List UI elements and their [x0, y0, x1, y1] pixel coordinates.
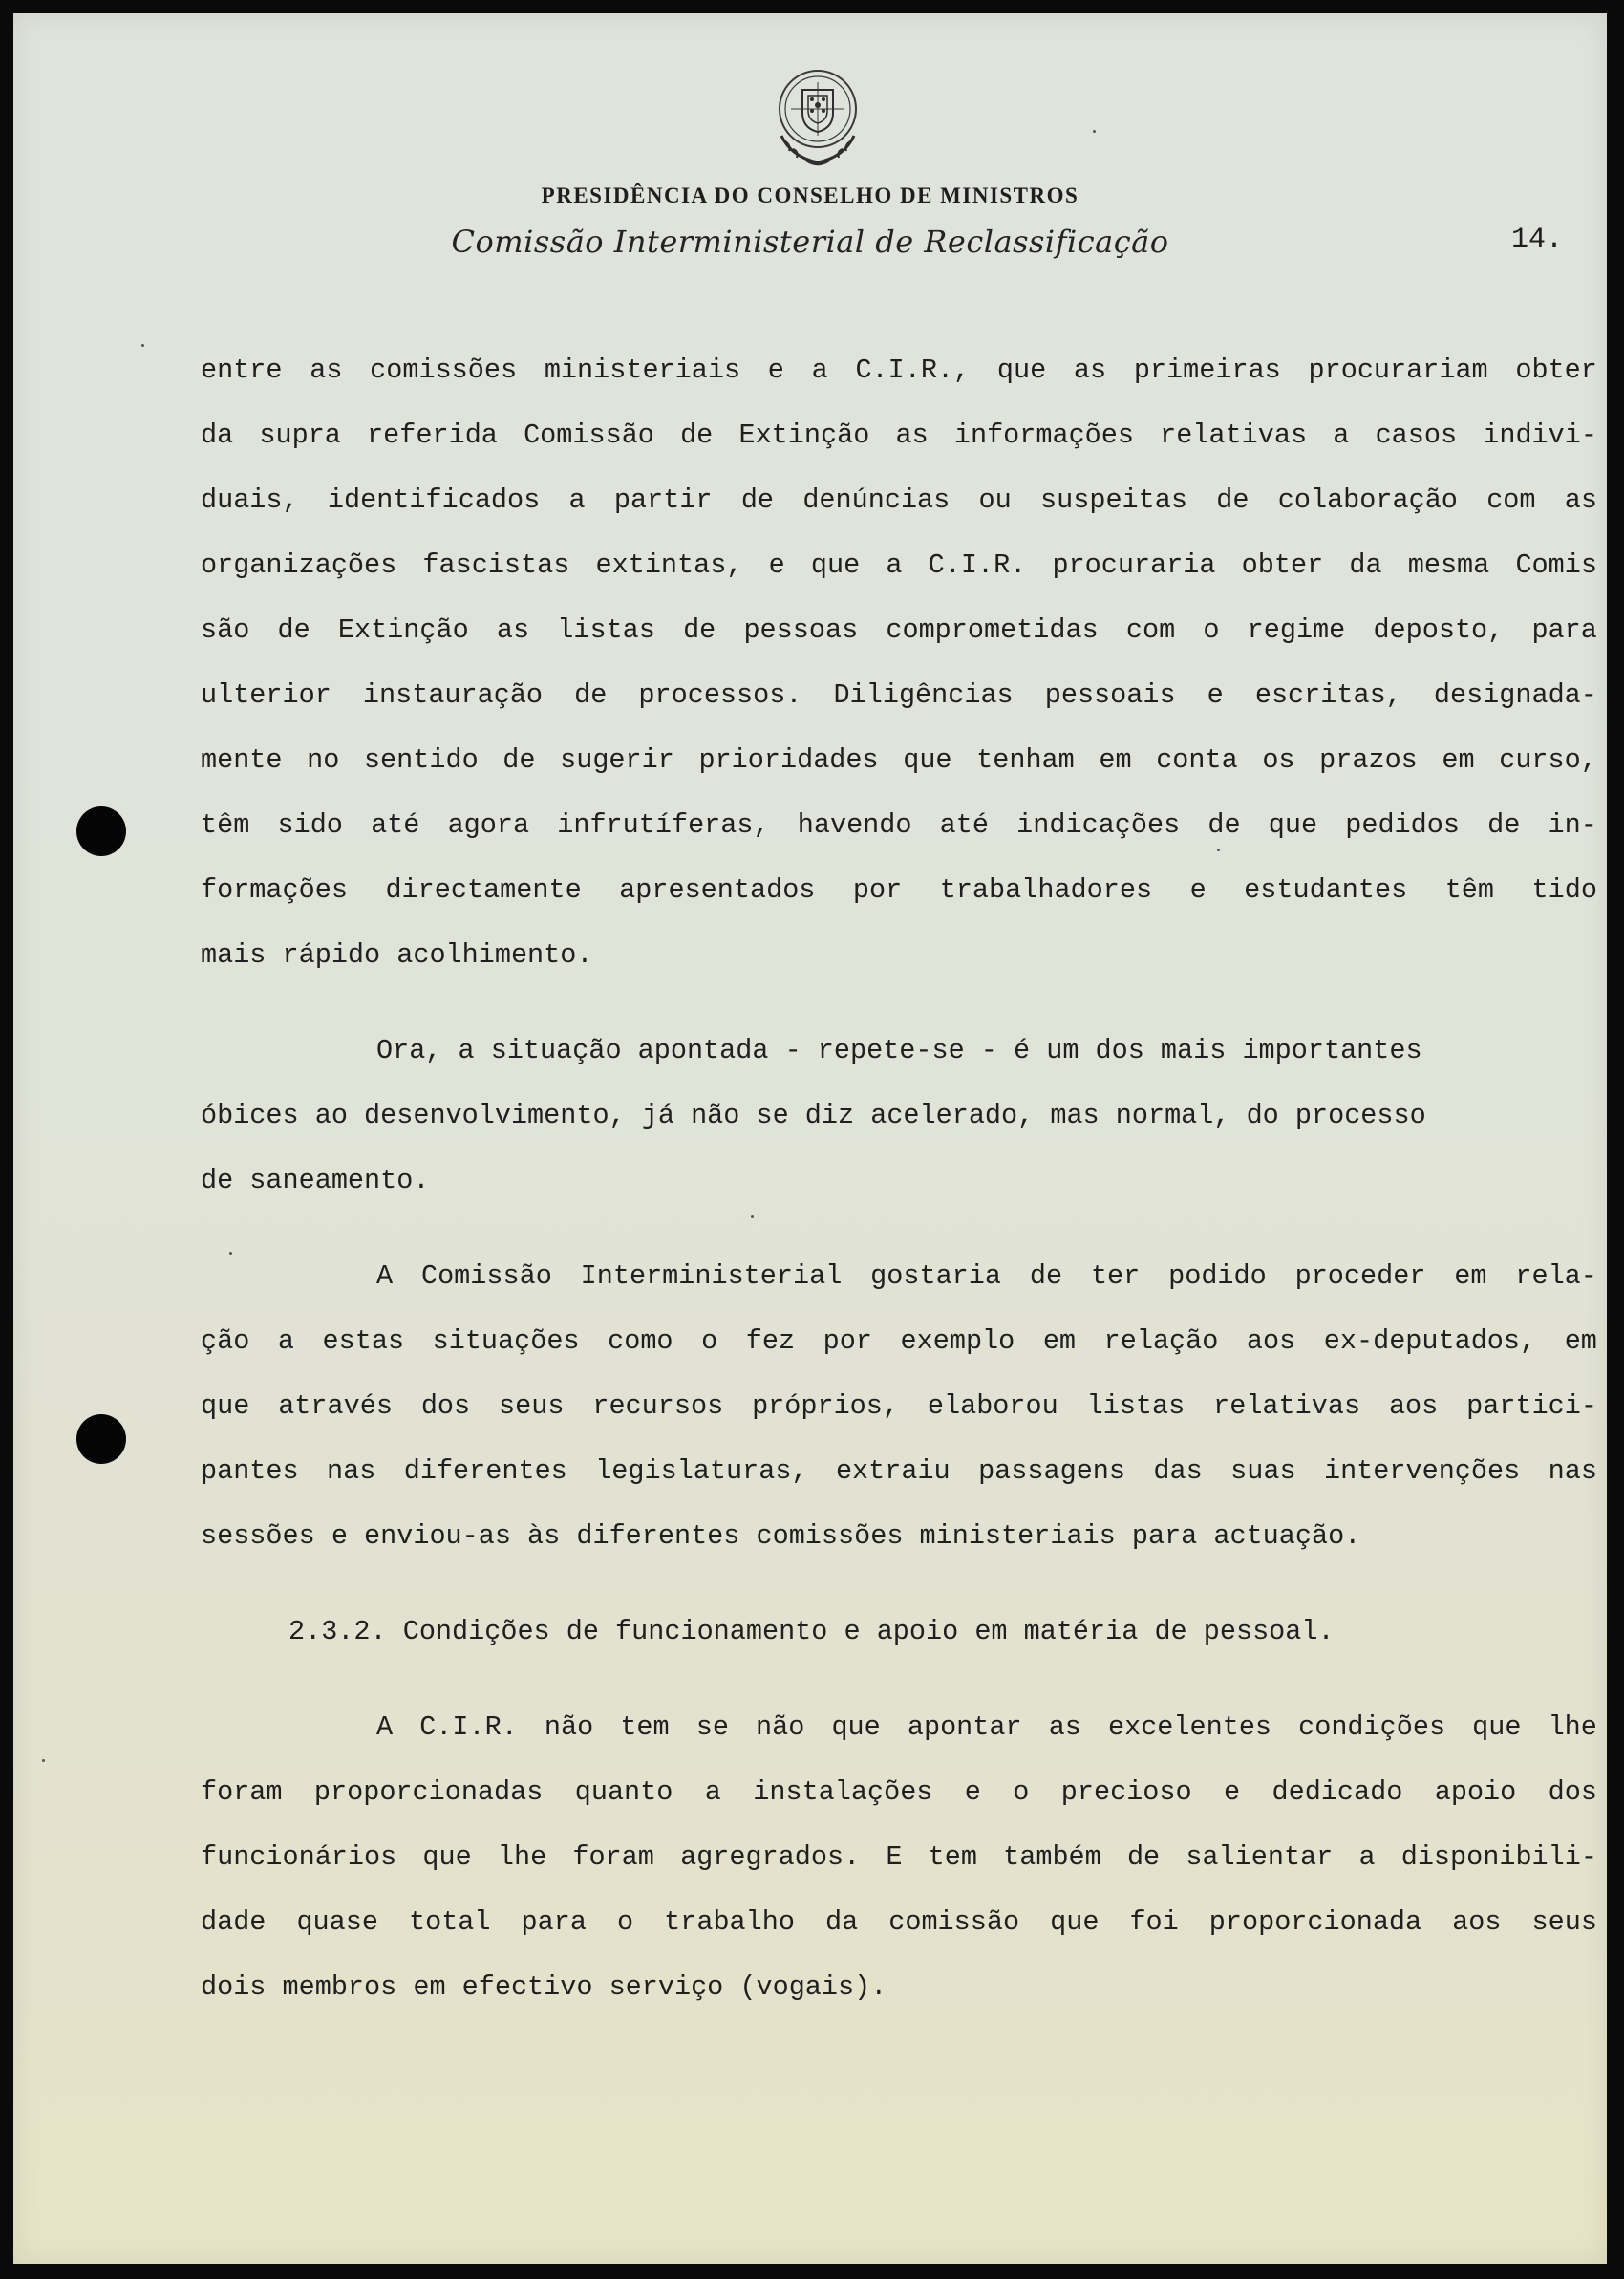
word: colaboração: [1277, 484, 1458, 516]
word: tido: [1531, 874, 1597, 906]
word: e: [1189, 874, 1207, 906]
word: podido: [1168, 1260, 1267, 1292]
word: processos.: [638, 679, 802, 711]
word: ulterior: [201, 679, 331, 711]
word: relação: [1103, 1325, 1219, 1357]
word: que: [810, 549, 861, 581]
word: a: [886, 549, 903, 581]
word: foram: [201, 1776, 283, 1808]
word: apresentados: [619, 874, 816, 906]
word: sido: [277, 809, 343, 841]
word: nas: [327, 1455, 376, 1487]
word: diferentes: [403, 1455, 567, 1487]
word: no: [307, 744, 340, 776]
text-line: [201, 1890, 1597, 1955]
word: listas: [1086, 1390, 1186, 1422]
text-line: [201, 728, 1597, 793]
word: obter: [1241, 549, 1324, 581]
word: têm: [1444, 874, 1495, 906]
word: relativas: [1160, 419, 1308, 451]
word: procurariam: [1308, 355, 1488, 386]
text-line: [201, 793, 1597, 858]
word: extintas,: [595, 549, 743, 581]
word: instalações: [753, 1776, 933, 1808]
word: recursos: [592, 1390, 724, 1422]
text-line: [201, 858, 1597, 923]
word: supra: [259, 419, 341, 451]
word: Comissão: [524, 419, 654, 451]
word: sugerir: [560, 744, 674, 776]
word: informações: [953, 419, 1134, 451]
word: partici-: [1466, 1390, 1597, 1422]
page-number: 14.: [1511, 224, 1564, 256]
word: trabalhadores: [939, 874, 1153, 906]
word: o: [1203, 614, 1220, 646]
text-line: [201, 1309, 1597, 1374]
word: e: [1207, 679, 1224, 711]
word: por: [823, 1325, 872, 1357]
punch-hole-top: [76, 806, 126, 856]
word: seus: [499, 1390, 565, 1422]
word: conta: [1156, 744, 1238, 776]
word: fascistas: [422, 549, 570, 581]
word: primeiras: [1133, 355, 1281, 386]
word: mesma: [1407, 549, 1490, 581]
word: a: [277, 1325, 294, 1357]
word: relativas: [1213, 1390, 1361, 1422]
word: ter: [1090, 1260, 1141, 1292]
word: prioridades: [698, 744, 879, 776]
word: quase: [296, 1906, 378, 1938]
word: deposto,: [1373, 614, 1505, 646]
word: tem: [928, 1841, 977, 1873]
word: Interministerial: [580, 1260, 843, 1292]
word: a: [1358, 1841, 1376, 1873]
word: de: [680, 419, 714, 451]
word: como: [608, 1325, 673, 1357]
word: regime: [1247, 614, 1346, 646]
word: que: [903, 744, 952, 776]
word: A: [376, 1711, 394, 1743]
word: ex-deputados,: [1323, 1325, 1537, 1357]
word: formações: [201, 874, 348, 906]
word: que: [1472, 1711, 1522, 1743]
word: aos: [1452, 1906, 1502, 1938]
word: pedidos: [1345, 809, 1460, 841]
word: Extinção: [738, 419, 870, 451]
word: em: [1442, 744, 1475, 776]
text-line: [201, 598, 1597, 663]
word: estudantes: [1244, 874, 1408, 906]
word: as: [1048, 1711, 1081, 1743]
word: dedicado: [1271, 1776, 1403, 1808]
word: sentido: [363, 744, 479, 776]
word: em: [1099, 744, 1132, 776]
word: intervenções: [1323, 1455, 1521, 1487]
word: se: [695, 1711, 729, 1743]
word: com: [1125, 614, 1176, 646]
word: que: [831, 1711, 881, 1743]
word: que: [1050, 1906, 1100, 1938]
word: procuraria: [1052, 549, 1216, 581]
word: o: [617, 1906, 634, 1938]
word: de: [1126, 1841, 1161, 1873]
word: não: [756, 1711, 805, 1743]
text-line: [201, 1374, 1597, 1439]
word: de: [683, 614, 716, 646]
presidency-heading: PRESIDÊNCIA DO CONSELHO DE MINISTROS: [541, 183, 1079, 207]
word: agregrados.: [680, 1841, 861, 1873]
word: e: [768, 549, 785, 581]
text-line: [201, 1244, 1597, 1309]
word: pessoas: [743, 614, 859, 646]
word: para: [1531, 614, 1597, 646]
word: duais,: [201, 484, 299, 516]
word: quanto: [574, 1776, 673, 1808]
word: de: [502, 744, 536, 776]
text-line: [201, 1760, 1597, 1825]
text-line: [201, 1825, 1597, 1890]
word: as: [895, 419, 929, 451]
word: tenham: [976, 744, 1075, 776]
word: da: [1349, 549, 1382, 581]
word: condições: [1298, 1711, 1446, 1743]
word: que: [201, 1390, 250, 1422]
word: através: [278, 1390, 393, 1422]
word: tem: [620, 1711, 670, 1743]
word: lhe: [497, 1841, 547, 1873]
word: E: [886, 1841, 903, 1873]
text-line: [201, 533, 1597, 598]
text-line: [201, 1695, 1597, 1760]
word: também: [1003, 1841, 1101, 1873]
word: instauração: [362, 679, 544, 711]
word: em: [1042, 1325, 1077, 1357]
word: comissões: [370, 355, 518, 386]
word: C.I.R.: [419, 1711, 518, 1743]
word: Comis: [1515, 549, 1597, 581]
word: aos: [1246, 1325, 1296, 1357]
word: da: [201, 419, 234, 451]
word: prazos: [1319, 744, 1418, 776]
word: escritas,: [1254, 679, 1402, 711]
word: que: [1268, 809, 1318, 841]
document-page: [13, 13, 1607, 2264]
word: que: [422, 1841, 472, 1873]
text-line: de saneamento.: [201, 1165, 430, 1196]
word: até: [939, 809, 989, 841]
word: apontar: [907, 1711, 1022, 1743]
word: em: [1454, 1260, 1487, 1292]
word: ou: [978, 484, 1012, 516]
word: da: [825, 1906, 859, 1938]
word: exemplo: [900, 1325, 1015, 1357]
word: entre: [201, 355, 283, 386]
word: C.I.R.,: [855, 355, 971, 386]
punch-hole-bottom: [76, 1414, 126, 1464]
word: pantes: [201, 1455, 299, 1487]
word: estas: [322, 1325, 405, 1357]
word: de: [1207, 809, 1241, 841]
word: a: [568, 484, 586, 516]
word: salientar: [1186, 1841, 1334, 1873]
word: aos: [1388, 1390, 1439, 1422]
word: das: [1153, 1455, 1203, 1487]
word: pessoais: [1044, 679, 1176, 711]
word: o: [1013, 1776, 1030, 1808]
word: suas: [1230, 1455, 1296, 1487]
word: comissão: [888, 1906, 1020, 1938]
text-line: [201, 468, 1597, 533]
word: seus: [1531, 1906, 1597, 1938]
word: in-: [1548, 809, 1597, 841]
word: que: [996, 355, 1047, 386]
word: e: [964, 1776, 981, 1808]
word: até: [371, 809, 420, 841]
word: excelentes: [1108, 1711, 1272, 1743]
word: as: [310, 355, 343, 386]
word: proporcionadas: [313, 1776, 544, 1808]
word: o: [701, 1325, 718, 1357]
word: organizações: [201, 549, 397, 581]
word: próprios,: [752, 1390, 899, 1422]
word: havendo: [797, 809, 912, 841]
word: de: [1029, 1260, 1063, 1292]
word: nas: [1548, 1455, 1597, 1487]
word: com: [1486, 484, 1536, 516]
word: indivi-: [1483, 419, 1597, 451]
word: dade: [201, 1906, 267, 1938]
word: lhe: [1548, 1711, 1597, 1743]
text-line: mais rápido acolhimento.: [201, 939, 593, 971]
word: suspeitas: [1040, 484, 1187, 516]
word: denúncias: [802, 484, 951, 516]
word: infrutíferas,: [557, 809, 770, 841]
word: não: [544, 1711, 594, 1743]
word: trabalho: [664, 1906, 795, 1938]
commission-subheading: Comissão Interministerial de Reclassificação: [451, 224, 1169, 260]
word: têm: [201, 809, 250, 841]
word: de: [574, 679, 608, 711]
word: gostaria: [870, 1260, 1001, 1292]
word: funcionários: [201, 1841, 397, 1873]
word: foram: [572, 1841, 654, 1873]
text-line: sessões e enviou-as às diferentes comissões ministeriais para actuação.: [201, 1520, 1361, 1552]
section-heading: 2.3.2. Condições de funcionamento e apoio em matéria de pessoal.: [288, 1616, 1335, 1647]
word: por: [852, 874, 903, 906]
word: casos: [1375, 419, 1458, 451]
word: as: [1564, 484, 1597, 516]
word: directamente: [385, 874, 582, 906]
word: e: [1224, 1776, 1241, 1808]
text-line: [201, 663, 1597, 728]
text-line: óbices ao desenvolvimento, já não se diz acelerado, mas normal, do processo: [201, 1100, 1426, 1131]
document-body: [201, 338, 1597, 2020]
word: a: [704, 1776, 721, 1808]
word: designada-: [1433, 679, 1597, 711]
word: de: [1216, 484, 1250, 516]
word: apoio: [1434, 1776, 1517, 1808]
word: a: [1333, 419, 1350, 451]
word: dos: [1548, 1776, 1597, 1808]
word: situações: [432, 1325, 580, 1357]
word: precioso: [1060, 1776, 1192, 1808]
word: a: [811, 355, 828, 386]
word: proporcionada: [1208, 1906, 1422, 1938]
word: de: [277, 614, 310, 646]
word: de: [1487, 809, 1521, 841]
word: identificados: [327, 484, 541, 516]
word: as: [1073, 355, 1107, 386]
word: extraiu: [835, 1455, 951, 1487]
word: total: [409, 1906, 491, 1938]
word: Comissão: [420, 1260, 552, 1292]
word: Extinção: [337, 614, 469, 646]
text-line: dois membros em efectivo serviço (vogais).: [201, 1971, 887, 2003]
word: partir: [613, 484, 713, 516]
word: dos: [420, 1390, 471, 1422]
word: e: [767, 355, 784, 386]
word: curso,: [1499, 744, 1597, 776]
word: passagens: [978, 1455, 1126, 1487]
word: legislaturas,: [595, 1455, 808, 1487]
word: mente: [201, 744, 283, 776]
word: rela-: [1515, 1260, 1597, 1292]
word: referida: [367, 419, 498, 451]
word: proceder: [1294, 1260, 1426, 1292]
word: as: [496, 614, 530, 646]
word: obter: [1515, 355, 1597, 386]
word: elaborou: [927, 1390, 1058, 1422]
word: A: [376, 1260, 394, 1292]
text-line: [201, 338, 1597, 403]
word: Diligências: [833, 679, 1014, 711]
word: disponibili-: [1400, 1841, 1597, 1873]
word: fez: [745, 1325, 796, 1357]
word: de: [740, 484, 775, 516]
text-line: Ora, a situação apontada - repete-se - é um dos mais importantes: [376, 1035, 1422, 1066]
word: ção: [201, 1325, 250, 1357]
word: ministeriais: [544, 355, 741, 386]
word: são: [201, 614, 250, 646]
word: listas: [557, 614, 655, 646]
word: para: [521, 1906, 587, 1938]
word: comprometidas: [886, 614, 1099, 646]
text-line: [201, 403, 1597, 468]
word: os: [1262, 744, 1295, 776]
word: em: [1564, 1325, 1597, 1357]
word: C.I.R.: [928, 549, 1027, 581]
word: agora: [447, 809, 530, 841]
text-line: [201, 1439, 1597, 1504]
word: indicações: [1016, 809, 1181, 841]
coat-of-arms-seal: [768, 65, 867, 170]
word: foi: [1129, 1906, 1179, 1938]
